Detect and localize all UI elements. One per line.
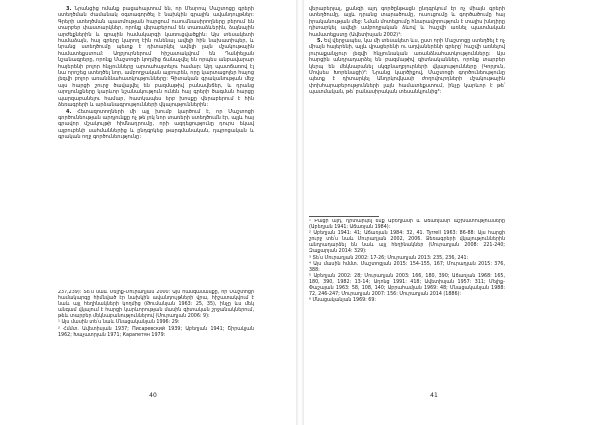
section-number: 5. xyxy=(317,38,323,45)
page-number: 40 xyxy=(149,392,157,399)
paragraph-text: Նրանցից ոմանք բացահայտում են, որ Մեսրոպ Մաշտոցը գրերի ստեղծման ժամանակ օգտագործել է նախկին գրային ավանդույթներ: Գրերի ստեղծման պատմության հարցում ուսումնասիրողները բերում են տարբեր փաստարկներ, որոնք վերաբերում են տառաձևերին, ձայնային արժեքներին և գրային համակարգի կառուցվածքին: Այս տեսակետի համաձայն, հայ գրերը կարող էին ունենալ ավելի հին նախատիպեր, և նրանց ստեղծումը պետք է դիտարկել ավելի լայն մշակութային համատեքստում: Աղբյուրներում հիշատակվում են Դանիելյան նշանագրերը, որոնք Մաշտոցի կողմից ճանաչվել են որպես անբավարար հայերենի բոլոր հնչյունները արտահայտելու համար: Այդ պատճառով էլ նա որոշեց ստեղծել նոր, ամբողջական այբուբեն, որը կարտացոլեր հայոց լեզվի բոլոր առանձնահատկությունները: Գիտական գրականության մեջ այս հարցի շուրջ ծավալվել են բազմաթիվ բանավեճեր, և դրանց արդյունքները կարևոր նշանակություն ունեն հայ գրերի ծագման հարցը պարզաբանելու համար, հատկապես երբ խոսքը վերաբերում է հին ձեռագրերի և արձանագրությունների վկայություններին: xyxy=(58,6,254,109)
right-footnotes xyxy=(309,219,505,367)
paragraph xyxy=(309,38,505,96)
footnote: ² Հմմտ. Ավետիսյան 1937; Писаревский 1939; Աբեղյան 1941; Շիրակյան 1962; Խաչատրյան 1971; Карапетян 1979: xyxy=(58,326,254,338)
paragraph-text: Հետազոտողների մի այլ խումբ կարծում է, որ Մաշտոցի գործունեության արդյունքը ոչ թե լոկ նոր տառերի ստեղծումն էր, այլև հայ գրավոր մշակույթի հիմնադրումը, որի ազդեցությունը դուրս եկավ այբուբենի սահմաններից և ընդգրկեց թարգմանական, դպրոցական և գրական ողջ գործունեությունը: xyxy=(58,108,254,141)
left-footnotes xyxy=(58,290,254,368)
left-page xyxy=(0,0,296,425)
footnote: ⁵ Աբեղյան 2002: 28; Մուրադյան 2003: 166, 180, 390; Աճառյան 1968: 165, 180, 390, 1982: 13-14; Ադոնց 1991: 418; Ավետիսյան 1957: 311; Մելիք-Փաշայան 1963: 58, 108, 140; Աբրահամյան 1969: 48; Մնացականյան 1988: 72, 246-247; Մուրադյան 2007: 156: Մուրադյան 2014 (1886): xyxy=(309,273,505,298)
paragraph xyxy=(309,6,505,38)
footnote: 237,239): Տե՛ս նաև Մելիք-Մուրադյան 2000: Այս հանգամանքը, որ Մաշտոցի համակարգը հիմնված էր նախկին ավանդույթների վրա, հիշատակվում է նաև այլ հեղինակների կողմից (Թումանյան 1963: 25, 35), ինչը ևս մեկ անգամ վկայում է հարցի կարևորության մասին գիտական շրջանակներում, թեև տարբեր մեկնաբանություններով (Մուրադյան 2006: 9): xyxy=(58,290,254,320)
footnote: ² Աբեղյան 1941: 41; Աճառյան 1984: 32, 41. Tyrrell 1963: 86-88: Այս հարցի շուրջ տե՛ս նաև Մուրադյան 2002, 2006. Ձեռագրերի վկայություններին անդրադարձել են նաև այլ հեղինակներ (Մուրադյան 2008: 221-240; Զաքարյան 2014: 329): xyxy=(309,231,505,255)
section-number: 3. xyxy=(66,6,72,12)
page-number: 41 xyxy=(430,392,438,399)
paragraph xyxy=(58,6,254,109)
left-main-text xyxy=(58,6,254,259)
footnote-divider xyxy=(309,216,379,217)
paragraph xyxy=(58,109,254,141)
paragraph-text: Եվ վերջապես, կա մի տեսակետ ևս, ըստ որի Մաշտոցը ստեղծել է ոչ միայն հայերենի, այլև վրացերենի ու աղվաներենի գրերը՝ հաշվի առնելով յուրաքանչյուր լեզվի հնչյունական առանձնահատկությունները: Այս հարցին անդրադարձել են բազմաթիվ գիտնականներ, որոնք տարբեր կերպ են մեկնաբանել սկզբնաղբյուրների վկայությունները (Կորյուն, Մովսես Խորենացի)²: Նրանց կարծիքով, Մաշտոցի գործունեությունը պետք է դիտարկել Անդրկովկասի ժողովուրդների մշակութային փոխհարաբերությունների լայն համատեքստում, ինչը կարևոր է թե՛ պատմական, թե՛ բանասիրական տեսանկյունից³: xyxy=(309,38,505,96)
paragraph-text: վերաբերյալ, քանզի այդ գործընթացն ընդգրկում էր ոչ միայն գրերի ստեղծումը, այլև դրանց տարածումը, ուսուցումը և գործածումը հայ իրականության մեջ: Նման մոտեցումը հնարավորություն է տալիս խնդիրը դիտարկել ավելի ամբողջական ձևով և հաշվի առնել պատմական համատեքստը (Ավետիսյան 2002)¹: xyxy=(309,6,505,38)
book-gutter xyxy=(296,0,304,425)
footnote: ³ Տե՛ս Մուրադյան 2002: 17-26; Մուրադյան 2013: 235, 236, 241: xyxy=(309,255,469,261)
right-page xyxy=(304,0,600,425)
footnote: ⁴ Այս մասին հմմտ. Մաշտոցյան 2015: 154-155, 167; Մուրադյան 2015: 376, 388: xyxy=(309,261,505,273)
section-number: 4. xyxy=(66,108,72,115)
footnote: ¹ Բացի այդ, դիտարկել ենք Աբեղյանի և Աճառյանի աշխատությունները (Աբեղյան 1941; Աճառյան 1984): xyxy=(309,219,505,231)
footnote: ¹ Այս մասին տե՛ս նաև Մնացականյան 1996: 29: xyxy=(58,320,180,326)
right-main-text xyxy=(309,6,505,212)
footnote: ⁶ Մնացականյան 1969: 69: xyxy=(309,298,377,304)
